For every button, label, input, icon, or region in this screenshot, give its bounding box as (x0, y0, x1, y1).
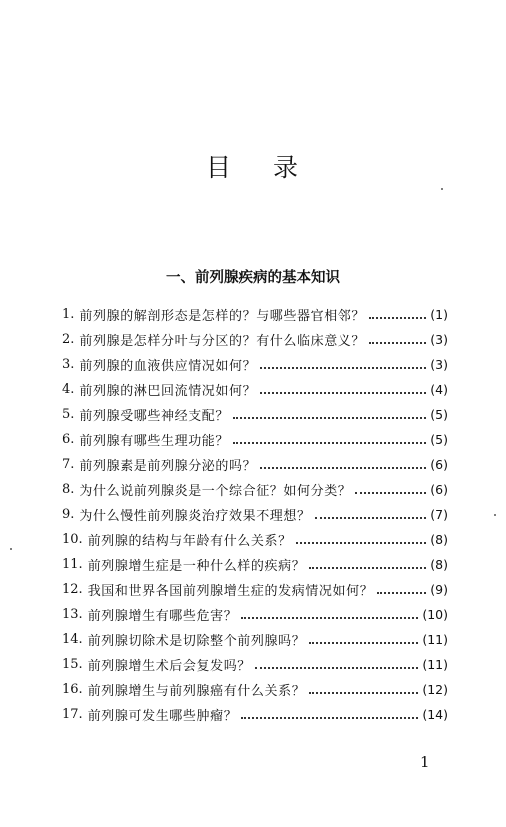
toc-entry (62, 527, 448, 552)
toc-entry (62, 677, 448, 702)
toc-entry-title: 前列腺可发生哪些肿瘤？ (87, 709, 238, 724)
toc-entry-page: (10) (422, 607, 448, 622)
toc-entry-title: 前列腺受哪些神经支配？ (79, 409, 230, 424)
toc-entry (62, 452, 448, 477)
toc-entry-number: 8. (62, 482, 75, 497)
toc-entry (62, 552, 448, 577)
toc-entry-title: 前列腺增生有哪些危害？ (87, 609, 238, 624)
dot-leader (315, 517, 427, 519)
scan-speck (441, 188, 443, 190)
toc-entry-number: 17. (62, 707, 83, 722)
toc-entry-page: (5) (430, 432, 448, 447)
dot-leader (233, 442, 426, 444)
toc-entry-title: 前列腺的结构与年龄有什么关系？ (87, 534, 292, 549)
title-char-2: 录 (273, 153, 301, 182)
dot-leader (233, 417, 426, 419)
dot-leader (309, 567, 426, 569)
toc-entry-page: (4) (430, 382, 448, 397)
toc-entry-number: 15. (62, 657, 83, 672)
dot-leader (255, 667, 418, 669)
toc-entry-title: 前列腺素是前列腺分泌的吗？ (79, 459, 257, 474)
toc-entry (62, 652, 448, 677)
toc-entry (62, 352, 448, 377)
toc-entry-number: 13. (62, 607, 83, 622)
toc-entry (62, 402, 448, 427)
dot-leader (296, 542, 427, 544)
toc-entry-page: (3) (430, 332, 448, 347)
toc-entry-page: (7) (430, 507, 448, 522)
dot-leader (355, 492, 426, 494)
toc-entry-number: 11. (62, 557, 83, 572)
toc-entry-title: 我国和世界各国前列腺增生症的发病情况如何？ (87, 584, 374, 599)
toc-entry-page: (6) (430, 482, 448, 497)
toc-entry-number: 5. (62, 407, 75, 422)
toc-entry-page: (14) (422, 707, 448, 722)
toc-entry-title: 前列腺增生症是一种什么样的疾病？ (87, 559, 306, 574)
toc-entry-page: (8) (430, 557, 448, 572)
dot-leader (260, 467, 426, 469)
toc-entry-number: 2. (62, 332, 75, 347)
toc-entry-page: (12) (422, 682, 448, 697)
dot-leader (309, 642, 418, 644)
dot-leader (377, 592, 426, 594)
toc-entry-title: 前列腺增生与前列腺癌有什么关系？ (87, 684, 306, 699)
toc-entry (62, 577, 448, 602)
toc-entry-number: 12. (62, 582, 83, 597)
toc-entry-number: 10. (62, 532, 83, 547)
toc-entry (62, 502, 448, 527)
toc-entry-number: 3. (62, 357, 75, 372)
scan-speck (10, 548, 12, 550)
toc-entry-page: (8) (430, 532, 448, 547)
toc-entry-number: 4. (62, 382, 75, 397)
toc-entry (62, 327, 448, 352)
toc-entry-number: 16. (62, 682, 83, 697)
toc-entry-number: 9. (62, 507, 75, 522)
dot-leader (260, 367, 426, 369)
toc-entry-page: (9) (430, 582, 448, 597)
toc-entry-title: 为什么说前列腺炎是一个综合征？如何分类？ (79, 484, 352, 499)
toc-entry-title: 前列腺的解剖形态是怎样的？与哪些器官相邻？ (79, 309, 366, 324)
dot-leader (369, 342, 426, 344)
toc-entry-page: (11) (422, 657, 448, 672)
toc-entry (62, 377, 448, 402)
toc-entry-title: 前列腺有哪些生理功能？ (79, 434, 230, 449)
toc-entry (62, 427, 448, 452)
page-number: 1 (420, 753, 430, 771)
toc-entry-number: 14. (62, 632, 83, 647)
toc-entry (62, 627, 448, 652)
toc-entry (62, 702, 448, 727)
dot-leader (309, 692, 418, 694)
toc-entry-title: 前列腺是怎样分叶与分区的？有什么临床意义？ (79, 334, 366, 349)
toc-entry-title: 前列腺增生术后会复发吗？ (87, 659, 251, 674)
toc-entry (62, 477, 448, 502)
toc-entry-title: 为什么慢性前列腺炎治疗效果不理想？ (79, 509, 311, 524)
toc-entry-title: 前列腺的淋巴回流情况如何？ (79, 384, 257, 399)
toc-entry-page: (1) (430, 307, 448, 322)
toc-entry-number: 7. (62, 457, 75, 472)
dot-leader (260, 392, 426, 394)
toc-entry-number: 1. (62, 307, 75, 322)
table-of-contents (62, 302, 448, 727)
toc-entry-page: (6) (430, 457, 448, 472)
scan-speck (494, 514, 496, 516)
dot-leader (241, 717, 418, 719)
page-title (0, 148, 506, 184)
dot-leader (369, 317, 426, 319)
section-heading: 一、前列腺疾病的基本知识 (166, 270, 340, 286)
title-char-1: 目 (205, 153, 233, 182)
toc-entry (62, 302, 448, 327)
dot-leader (241, 617, 418, 619)
toc-entry-number: 6. (62, 432, 75, 447)
toc-entry-page: (3) (430, 357, 448, 372)
toc-entry-page: (11) (422, 632, 448, 647)
toc-entry-page: (5) (430, 407, 448, 422)
toc-entry-title: 前列腺切除术是切除整个前列腺吗？ (87, 634, 306, 649)
toc-entry-title: 前列腺的血液供应情况如何？ (79, 359, 257, 374)
toc-entry (62, 602, 448, 627)
